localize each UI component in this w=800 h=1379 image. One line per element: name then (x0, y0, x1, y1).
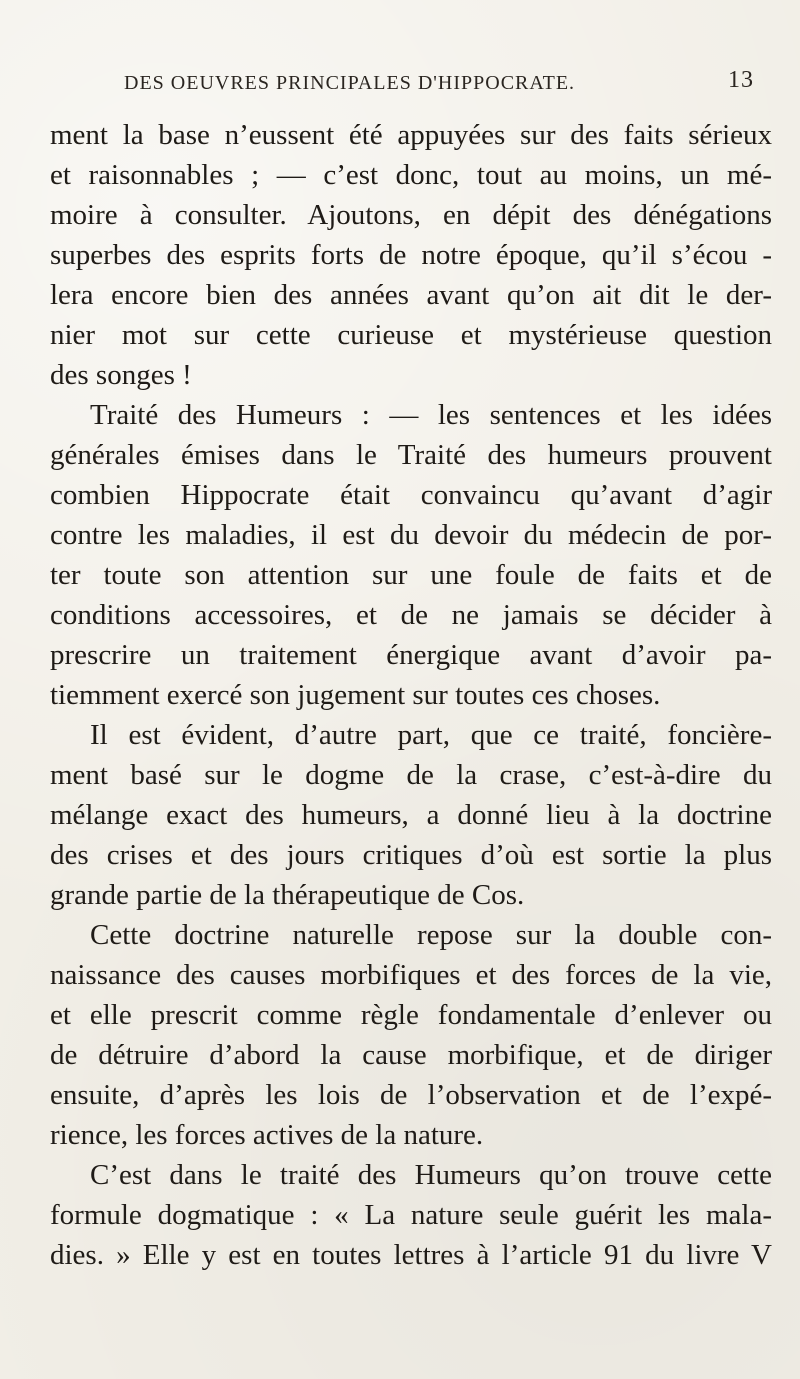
running-header (112, 67, 772, 102)
text-line: générales émises dans le Traité des humeurs prouvent (50, 439, 772, 471)
text-line: moire à consulter. Ajoutons, en dépit des dénégations (50, 199, 772, 231)
text-line: formule dogmatique : « La nature seule guérit les mala- (50, 1199, 772, 1231)
text-line: Il est évident, d’autre part, que ce traité, foncière- (90, 719, 772, 751)
text-line: contre les maladies, il est du devoir du médecin de por- (50, 519, 772, 551)
text-line: des songes ! (50, 359, 192, 391)
text-line: ter toute son attention sur une foule de faits et de (50, 559, 772, 591)
page-number: 13 (728, 67, 754, 93)
text-line: dies. » Elle y est en toutes lettres à l’article 91 du livre V (50, 1239, 772, 1271)
text-line: conditions accessoires, et de ne jamais se décider à (50, 599, 772, 631)
text-line: ensuite, d’après les lois de l’observation et de l’expé- (50, 1079, 772, 1111)
text-line: naissance des causes morbifiques et des forces de la vie, (50, 959, 772, 991)
text-line: C’est dans le traité des Humeurs qu’on trouve cette (90, 1159, 772, 1191)
text-line: ment basé sur le dogme de la crase, c’est-à-dire du (50, 759, 772, 791)
text-line: Traité des Humeurs : — les sentences et les idées (90, 399, 772, 431)
body-text (50, 115, 772, 1325)
text-line: ment la base n’eussent été appuyées sur des faits sérieux (50, 119, 772, 151)
text-line: mélange exact des humeurs, a donné lieu à la doctrine (50, 799, 772, 831)
running-title: DES OEUVRES PRINCIPALES D'HIPPOCRATE. (124, 72, 576, 94)
text-line: Cette doctrine naturelle repose sur la double con- (90, 919, 772, 951)
text-line: superbes des esprits forts de notre époque, qu’il s’écou - (50, 239, 772, 271)
text-line: et elle prescrit comme règle fondamentale d’enlever ou (50, 999, 772, 1031)
text-line: grande partie de la thérapeutique de Cos. (50, 879, 525, 911)
text-line: des crises et des jours critiques d’où est sortie la plus (50, 839, 772, 871)
text-line: combien Hippocrate était convaincu qu’avant d’agir (50, 479, 772, 511)
text-line: nier mot sur cette curieuse et mystérieuse question (50, 319, 772, 351)
text-line: tiemment exercé son jugement sur toutes ces choses. (50, 679, 661, 711)
text-line: rience, les forces actives de la nature. (50, 1119, 484, 1151)
text-line: de détruire d’abord la cause morbifique, et de diriger (50, 1039, 772, 1071)
text-line: lera encore bien des années avant qu’on ait dit le der- (50, 279, 772, 311)
text-line: et raisonnables ; — c’est donc, tout au moins, un mé- (50, 159, 772, 191)
text-line: prescrire un traitement énergique avant d’avoir pa- (50, 639, 772, 671)
